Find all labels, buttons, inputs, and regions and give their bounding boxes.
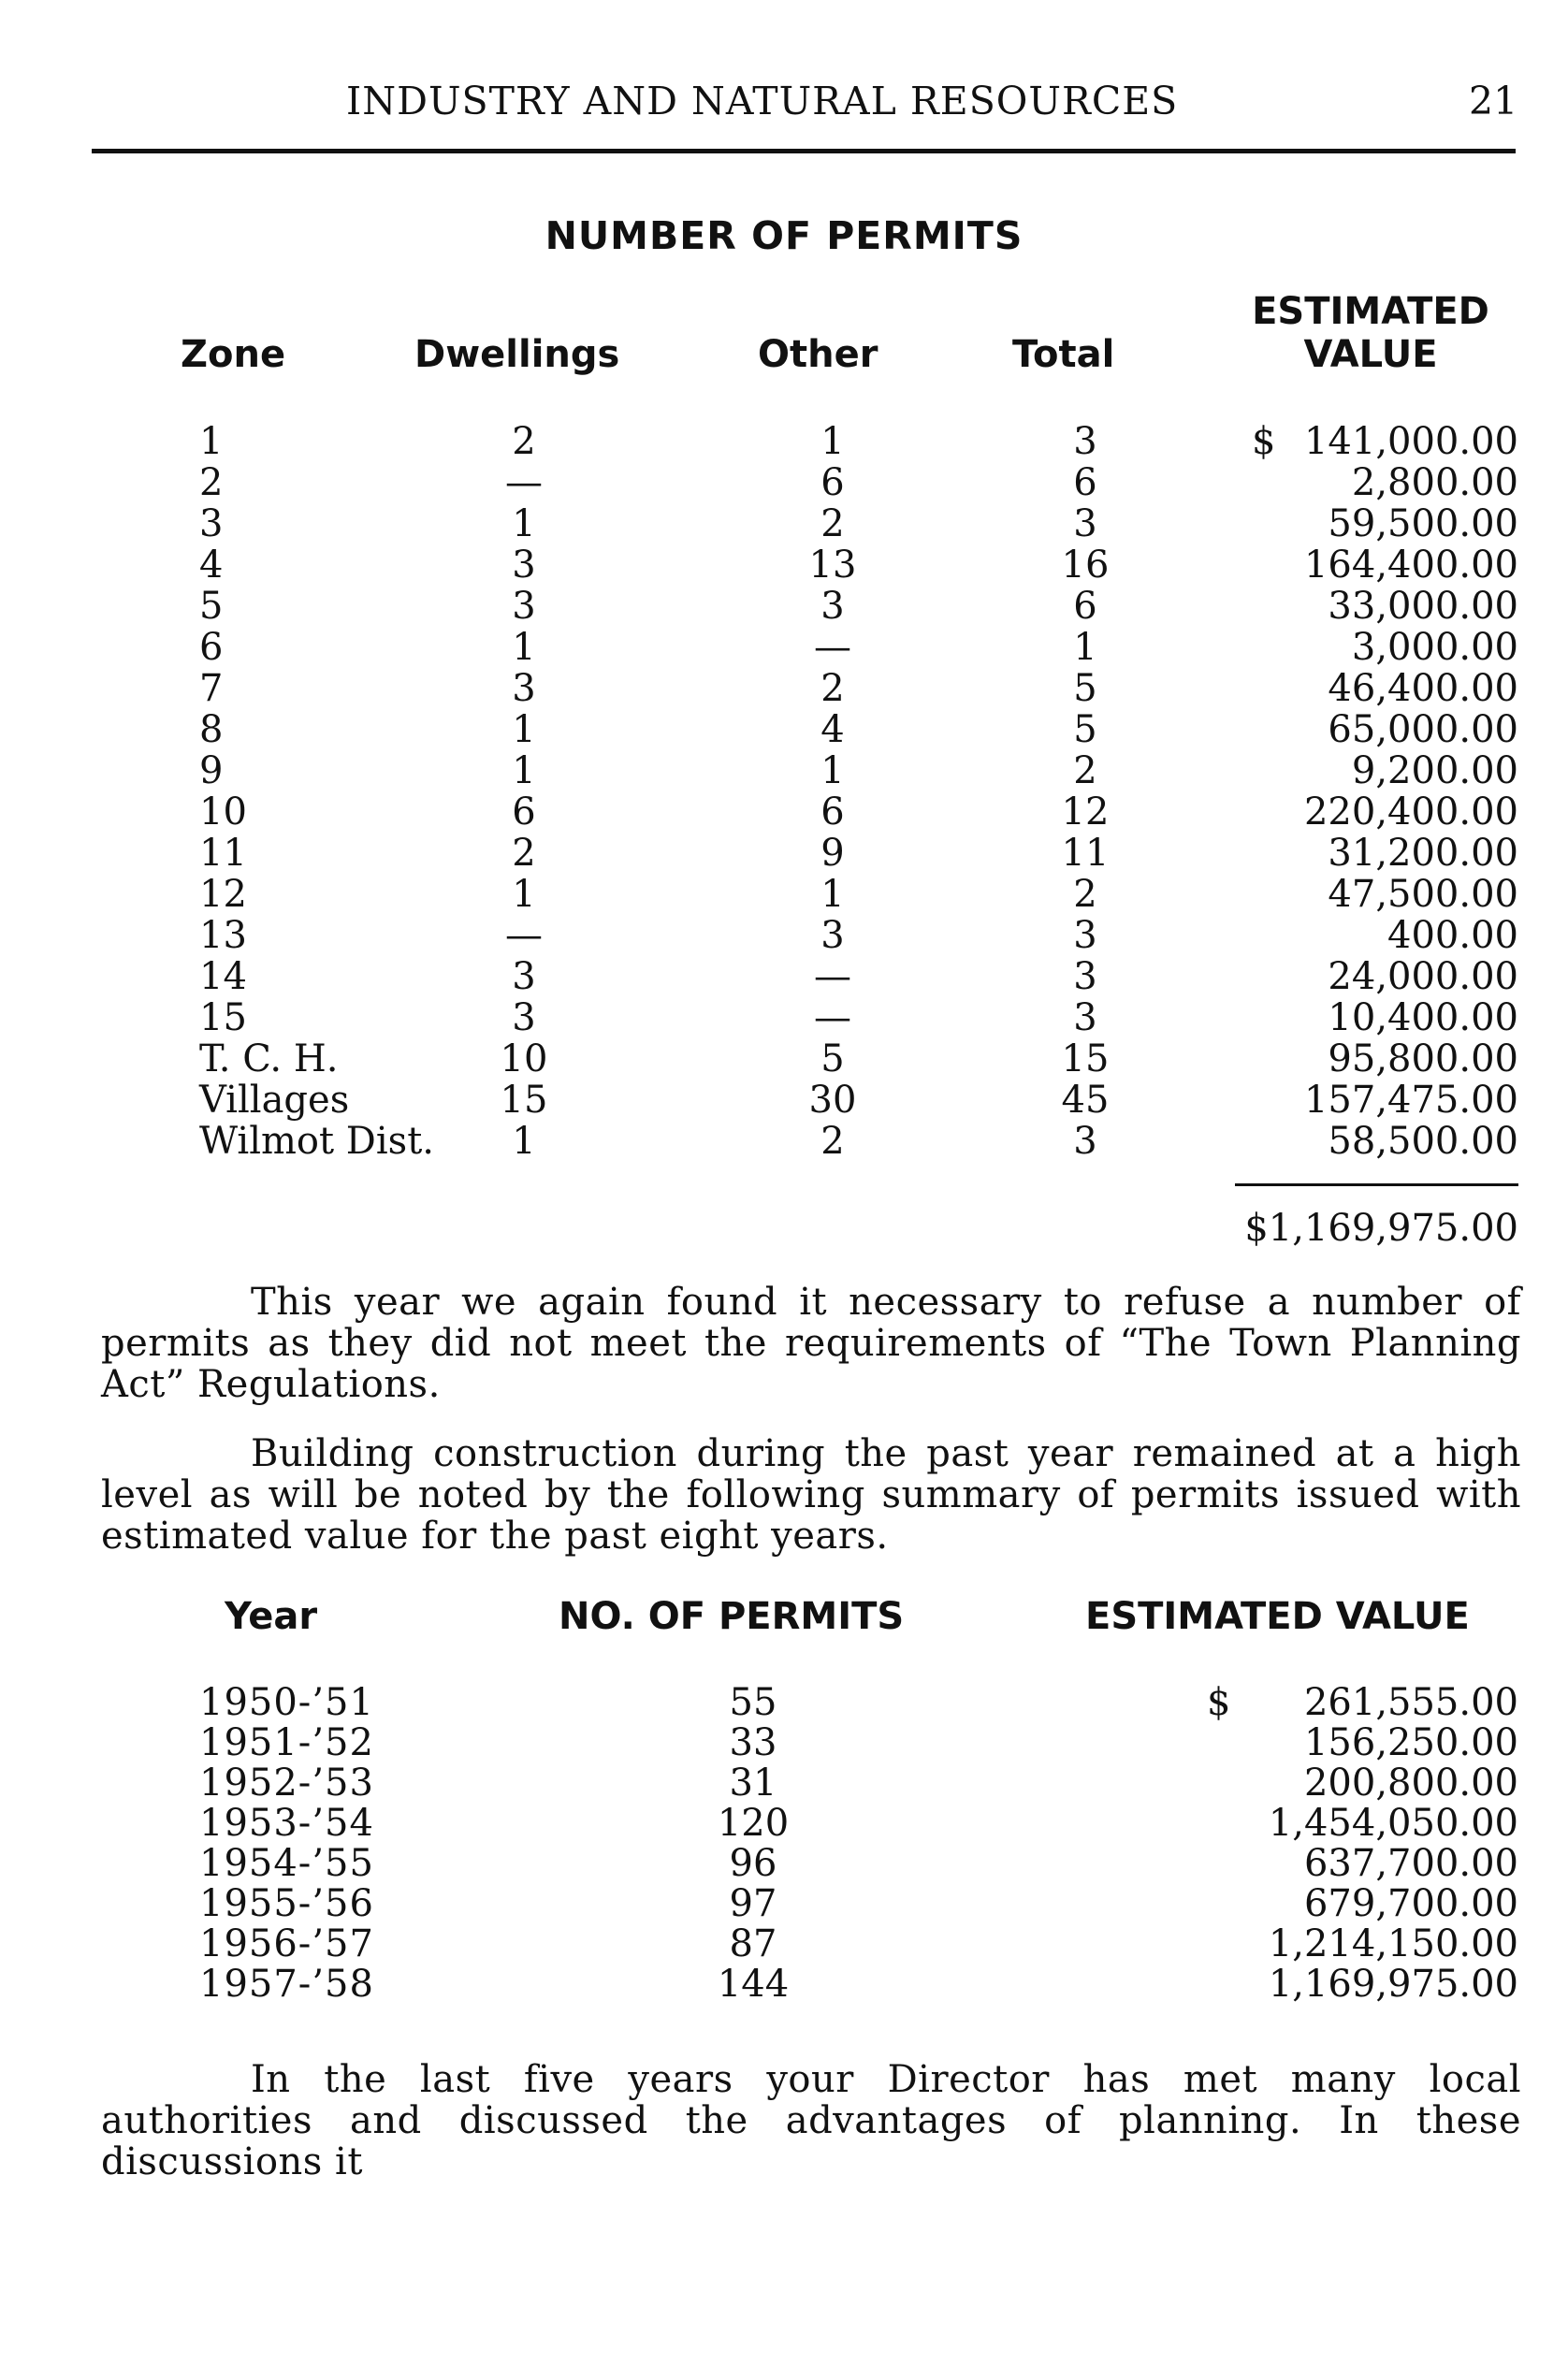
cell-other: 3 [820,585,845,628]
cell-dwellings: 1 [512,873,536,916]
cell-zone: 6 [199,626,224,669]
cell-zone: 10 [199,790,247,834]
cell-dwellings: 1 [512,708,536,751]
cell-estimated-value: 3,000.00 [1351,626,1518,669]
cell-other: 2 [820,1120,845,1163]
cell-zone: Villages [199,1079,350,1122]
cell-zone: 8 [199,708,224,751]
cell-zone: 9 [199,749,224,792]
cell-estimated-value: 1,454,050.00 [1268,1802,1518,1845]
cell-dwellings: 10 [500,1037,548,1080]
summary-header-permits: NO. OF PERMITS [559,1595,905,1638]
cell-zone: 2 [199,461,224,504]
cell-other: 1 [820,873,845,916]
cell-estimated-value: 679,700.00 [1303,1882,1518,1925]
cell-permits: 97 [729,1882,777,1925]
cell-permits: 33 [729,1721,777,1764]
cell-total: 1 [1073,626,1097,669]
cell-zone: 4 [199,544,224,587]
cell-other: — [814,955,851,998]
cell-dwellings: 1 [512,626,536,669]
cell-estimated-value: 1,214,150.00 [1268,1922,1518,1965]
cell-dwellings: 3 [512,955,536,998]
col-header-dwellings: Dwellings [414,333,620,376]
cell-dwellings: 3 [512,544,536,587]
cell-year: 1953-’54 [199,1802,374,1845]
cell-estimated-value: 156,250.00 [1303,1721,1518,1764]
cell-estimated-value: 33,000.00 [1328,585,1518,628]
paragraph-last-five-years: In the last five years your Director has met many local authorities and discussed the advantages of planning. In these discussions it [101,2058,1521,2183]
cell-other: 5 [820,1037,845,1080]
running-title: INDUSTRY AND NATURAL RESOURCES [346,79,1179,123]
table-row [0,956,1568,997]
cell-other: 13 [808,544,857,587]
cell-total: 6 [1073,461,1097,504]
cell-total: 3 [1073,502,1097,545]
cell-estimated-value: 24,000.00 [1328,955,1518,998]
cell-estimated-value: 10,400.00 [1328,996,1518,1039]
cell-dwellings: — [505,461,543,504]
cell-other: 9 [820,832,845,875]
table-row [0,1038,1568,1080]
table-row [0,1080,1568,1121]
col-header-zone: Zone [181,333,286,376]
paragraph-building-construction: Building construction during the past year remained at a high level as will be noted by the following summary of permits issued with estimated value for the past eight years. [101,1432,1521,1558]
cell-other: 3 [820,914,845,957]
cell-dwellings: 15 [500,1079,548,1122]
table-row [0,1843,1568,1884]
cell-estimated-value: 46,400.00 [1328,667,1518,710]
cell-estimated-value: 157,475.00 [1303,1079,1518,1122]
table-row [0,709,1568,750]
table-row [0,544,1568,586]
table-row [0,1803,1568,1844]
table-row [0,1722,1568,1763]
summary-header-year: Year [225,1595,318,1638]
cell-estimated-value: 400.00 [1387,914,1518,957]
table-row [0,1762,1568,1804]
cell-total: 3 [1073,1120,1097,1163]
table-row [0,997,1568,1038]
cell-estimated-value: 31,200.00 [1328,832,1518,875]
cell-other: 2 [820,502,845,545]
table-row [0,668,1568,709]
col-header-total: Total [1012,333,1115,376]
cell-estimated-value: 9,200.00 [1351,749,1518,792]
cell-estimated-value: 65,000.00 [1328,708,1518,751]
cell-year: 1952-’53 [199,1762,374,1805]
cell-zone: 5 [199,585,224,628]
table-row [0,586,1568,627]
cell-zone: 14 [199,955,247,998]
cell-estimated-value: 141,000.00 [1303,420,1518,463]
cell-estimated-value: 95,800.00 [1328,1037,1518,1080]
cell-permits: 31 [729,1762,777,1805]
cell-year: 1956-’57 [199,1922,374,1965]
cell-permits: 87 [729,1922,777,1965]
cell-other: 30 [808,1079,857,1122]
col-header-value-line2: VALUE [1303,333,1438,376]
cell-estimated-value: 2,800.00 [1351,461,1518,504]
table-row [0,503,1568,544]
cell-other: 1 [820,749,845,792]
table-row [0,627,1568,668]
summary-header-value: ESTIMATED VALUE [1085,1595,1470,1638]
cell-total: 2 [1073,749,1097,792]
cell-other: — [814,996,851,1039]
cell-estimated-value: 261,555.00 [1303,1681,1518,1724]
cell-year: 1957-’58 [199,1963,374,2006]
col-header-value-line1: ESTIMATED [1252,290,1489,333]
cell-permits: 55 [729,1681,777,1724]
table-row [0,750,1568,791]
cell-total: 3 [1073,914,1097,957]
cell-total: 11 [1061,832,1110,875]
cell-year: 1954-’55 [199,1842,374,1885]
table-row [0,791,1568,833]
cell-other: 6 [820,461,845,504]
cell-permits: 120 [717,1802,790,1845]
cell-total: 12 [1061,790,1110,834]
cell-estimated-value: 637,700.00 [1303,1842,1518,1885]
cell-zone: 3 [199,502,224,545]
cell-estimated-value: 164,400.00 [1303,544,1518,587]
cell-total: 3 [1073,996,1097,1039]
cell-zone: 11 [199,832,247,875]
cell-total: 3 [1073,420,1097,463]
cell-dollar-sign: $ [1207,1681,1231,1724]
cell-zone: 7 [199,667,224,710]
cell-total: 5 [1073,708,1097,751]
table-row [0,874,1568,915]
cell-total: 5 [1073,667,1097,710]
cell-total: 2 [1073,873,1097,916]
cell-year: 1950-’51 [199,1681,374,1724]
grand-total: $1,169,975.00 [1244,1207,1518,1250]
cell-total: 45 [1061,1079,1110,1122]
cell-dwellings: 2 [512,420,536,463]
total-rule [1235,1183,1518,1186]
cell-other: 2 [820,667,845,710]
cell-total: 3 [1073,955,1097,998]
table-row [0,915,1568,956]
cell-other: 1 [820,420,845,463]
table-row [0,462,1568,503]
cell-estimated-value: 59,500.00 [1328,502,1518,545]
cell-dwellings: — [505,914,543,957]
cell-zone: T. C. H. [199,1037,339,1080]
cell-other: 4 [820,708,845,751]
cell-permits: 96 [729,1842,777,1885]
cell-year: 1951-’52 [199,1721,374,1764]
cell-dwellings: 1 [512,749,536,792]
cell-dwellings: 2 [512,832,536,875]
table-row [0,1682,1568,1723]
cell-dwellings: 3 [512,667,536,710]
cell-total: 15 [1061,1037,1110,1080]
cell-estimated-value: 200,800.00 [1303,1762,1518,1805]
page-number: 21 [1469,79,1518,123]
cell-total: 6 [1073,585,1097,628]
table-row [0,1923,1568,1965]
cell-dwellings: 6 [512,790,536,834]
cell-other: — [814,626,851,669]
table-row [0,1121,1568,1162]
cell-estimated-value: 220,400.00 [1303,790,1518,834]
cell-permits: 144 [717,1963,790,2006]
cell-zone: Wilmot Dist. [199,1120,434,1163]
cell-estimated-value: 47,500.00 [1328,873,1518,916]
permits-table-title: NUMBER OF PERMITS [544,213,1024,258]
cell-other: 6 [820,790,845,834]
cell-dwellings: 1 [512,1120,536,1163]
cell-year: 1955-’56 [199,1882,374,1925]
cell-zone: 12 [199,873,247,916]
cell-total: 16 [1061,544,1110,587]
cell-dwellings: 3 [512,585,536,628]
cell-dwellings: 1 [512,502,536,545]
cell-estimated-value: 1,169,975.00 [1268,1963,1518,2006]
table-row [0,1964,1568,2005]
cell-dollar-sign: $ [1252,420,1276,463]
cell-dwellings: 3 [512,996,536,1039]
cell-zone: 13 [199,914,247,957]
cell-estimated-value: 58,500.00 [1328,1120,1518,1163]
table-row [0,421,1568,462]
col-header-other: Other [758,333,878,376]
cell-zone: 1 [199,420,224,463]
paragraph-refused-permits: This year we again found it necessary to refuse a number of permits as they did not meet the requirements of “The Town Planning Act” Regulations. [101,1281,1521,1406]
table-row [0,833,1568,874]
table-row [0,1883,1568,1924]
cell-zone: 15 [199,996,247,1039]
header-rule [92,149,1516,153]
